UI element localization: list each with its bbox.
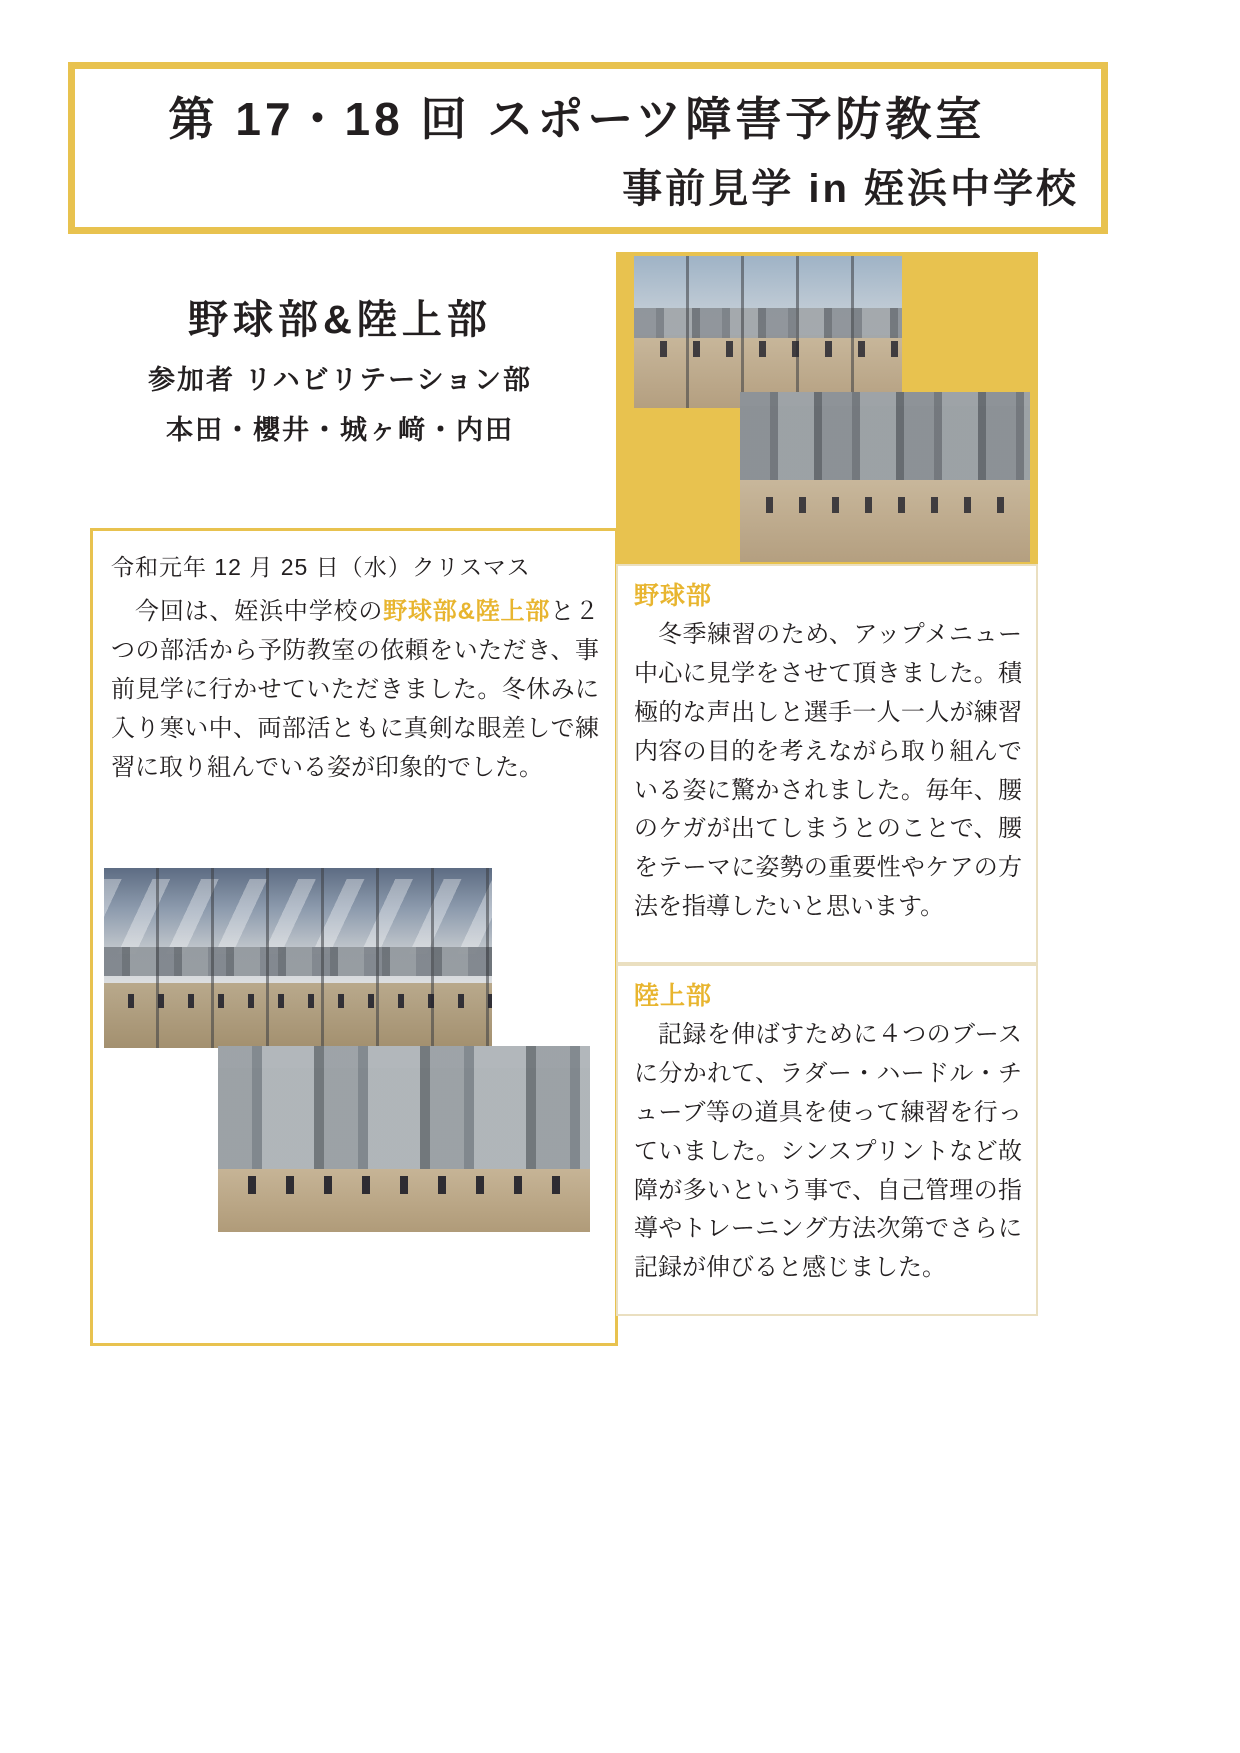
photo-ground (740, 480, 1030, 562)
section-track (616, 964, 1038, 1316)
title-banner (68, 62, 1108, 234)
club-heading: 野球部&陸上部 (188, 298, 492, 342)
section-baseball (616, 564, 1038, 964)
participants-label: 参加者 リハビリテーション部 (147, 365, 533, 395)
section-track-title: 陸上部 (634, 982, 713, 1010)
photo-players (634, 341, 902, 357)
section-baseball-body: 冬季練習のため、アップメニュー中心に見学をさせて頂きました。積極的な声出しと選手一人一人が練習内容の目的を考えながら取り組んでいる姿に驚かされました。毎年、腰のケガが出てしまうとのことで、腰をテーマに姿勢の重要性やケアの方法を指導したいと思います。 (634, 621, 1022, 921)
article-body-part2: と２つの部活から予防教室の依頼をいただき、事前見学に行かせていただきました。冬休みに入り寒い中、両部活ともに真剣な眼差しで練習に取り組んでいる姿が印象的でした。 (111, 598, 600, 781)
participants-names: 本田・櫻井・城ヶ﨑・内田 (166, 415, 514, 445)
section-track-body: 記録を伸ばすために４つのブースに分かれて、ラダー・ハードル・チューブ等の道具を使って練習を行っていました。シンスプリントなど故障が多いという事で、自己管理の指導やトレーニング方法次第でさらに記録が伸びると感じました。 (634, 1021, 1022, 1282)
photo-players (740, 497, 1030, 513)
title-line-2: 事前見学 in 姪浜中学校 (622, 167, 1079, 211)
baseball-field-photo (634, 256, 902, 408)
photo-runners (104, 994, 492, 1008)
photo-net-poles (634, 256, 902, 408)
article-body-highlight: 野球部&陸上部 (383, 598, 551, 625)
section-baseball-title: 野球部 (634, 582, 713, 610)
ground-players-photo (740, 392, 1030, 562)
article-body (111, 593, 599, 787)
dusk-track-photo (104, 868, 492, 1048)
photo-buildings (740, 392, 1030, 480)
photo-buildings (218, 1046, 590, 1169)
photo-players (218, 1176, 590, 1194)
gym-building-photo (218, 1046, 590, 1232)
title-line-1: 第 17・18 回 スポーツ障害予防教室 (168, 93, 986, 145)
article-body-part1: 今回は、姪浜中学校の (135, 598, 384, 625)
article-date: 令和元年 12 月 25 日（水）クリスマス (111, 554, 531, 580)
photo-net-poles (104, 868, 492, 1048)
